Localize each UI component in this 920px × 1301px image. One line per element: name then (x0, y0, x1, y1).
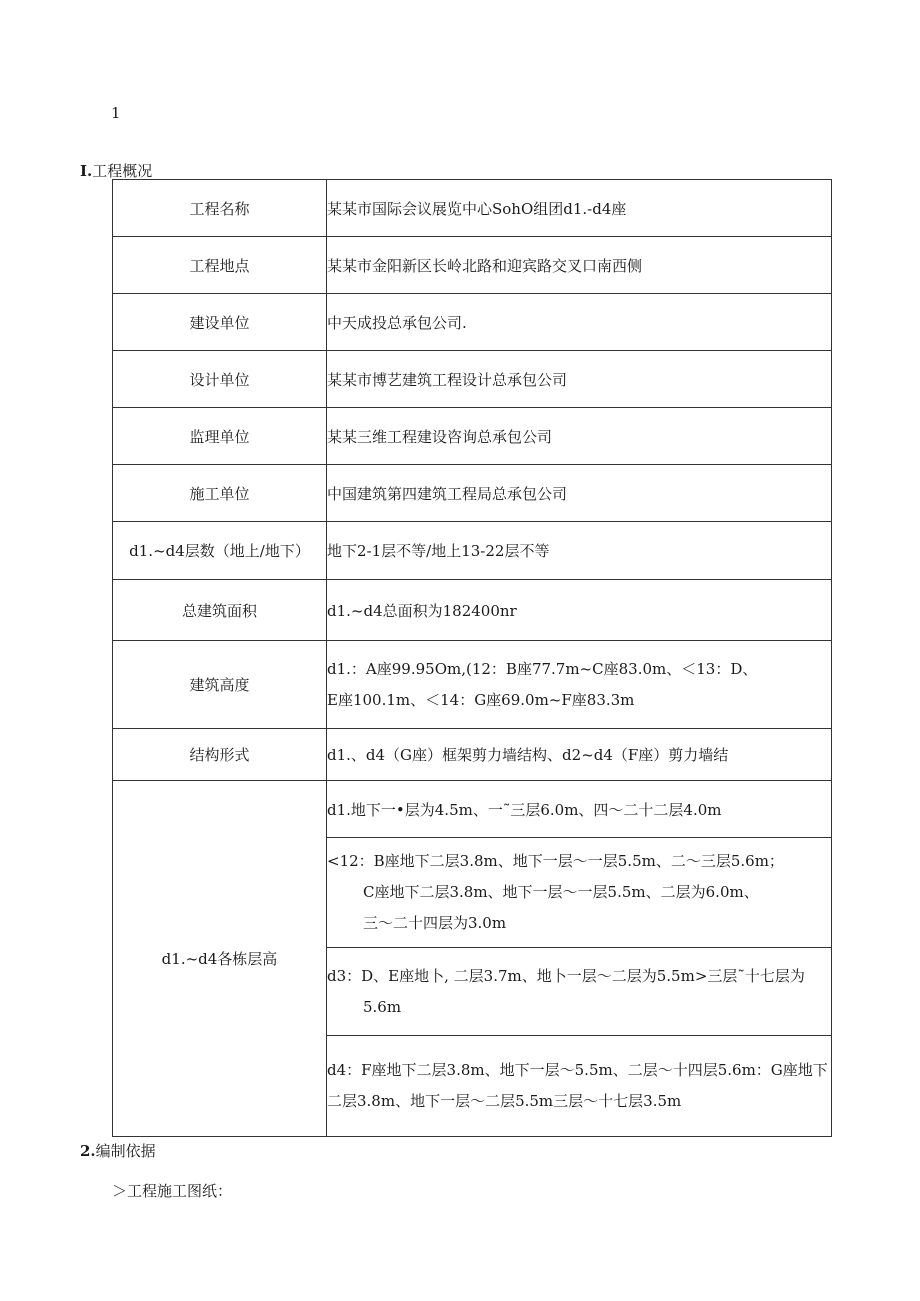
table-row (113, 580, 832, 641)
row-label: 监理单位 (113, 408, 327, 465)
table-row (113, 408, 832, 465)
floor-line: <12：B座地下二层3.8m、地下一层～一层5.5m、二～三层5.6m； (327, 852, 784, 870)
floor-line: 二层3.8m、地下一层～二层5.5m三层～十七层3.5m (327, 1092, 682, 1110)
page-number: 1 (111, 104, 121, 122)
row-value: 某某市金阳新区长岭北路和迎宾路交叉口南西侧 (327, 237, 832, 294)
row-value: 某某市博艺建筑工程设计总承包公司 (327, 351, 832, 408)
row-label: 建筑高度 (113, 641, 327, 729)
project-overview-table (112, 179, 832, 1137)
row-label: 工程地点 (113, 237, 327, 294)
section-title: 编制依据 (95, 1142, 156, 1160)
table-row (113, 522, 832, 580)
floor-line: 5.6m (363, 997, 402, 1016)
row-value: d1.、d4（G座）框架剪力墙结构、d2~d4（F座）剪力墙结 (327, 729, 832, 781)
floor-line: d4：F座地下二层3.8m、地下一层～5.5m、二层～十四层5.6m：G座地下 (327, 1061, 828, 1079)
section-number: 2. (80, 1142, 96, 1160)
row-label: 建设单位 (113, 294, 327, 351)
section-title: 工程概况 (92, 162, 153, 180)
row-label: 总建筑面积 (113, 580, 327, 641)
height-line: d1.：A座99.95Om,(12：B座77.7m~C座83.0m、＜13：D、 (327, 659, 758, 678)
floor-line: C座地下二层3.8m、地下一层～一层5.5m、二层为6.0m、 (363, 883, 759, 901)
table-row (113, 294, 832, 351)
row-label: d1.~d4层数（地上/地下） (113, 522, 327, 580)
row-value: d1.~d4总面积为182400nr (327, 580, 832, 641)
bullet-item: ＞工程施工图纸： (112, 1182, 233, 1200)
row-value: 某某市国际会议展览中心SohO组团d1.-d4座 (327, 180, 832, 237)
table-row (113, 641, 832, 729)
floor-line: 三～二十四层为3.0m (363, 914, 507, 932)
table-row (113, 729, 832, 781)
row-label: 设计单位 (113, 351, 327, 408)
row-value: 中天成投总承包公司. (327, 294, 832, 351)
section-heading-basis (80, 1140, 156, 1161)
section-number: I. (80, 162, 93, 180)
floor-height-d2 (327, 838, 832, 948)
row-value: 中国建筑第四建筑工程局总承包公司 (327, 465, 832, 522)
table-row (113, 237, 832, 294)
table-row (113, 781, 832, 838)
row-value (327, 641, 832, 729)
table-row (113, 465, 832, 522)
height-line: E座100.1m、＜14：G座69.0m~F座83.3m (327, 690, 635, 709)
floor-height-d1: d1.地下一•层为4.5m、一˜三层6.0m、四～二十二层4.0m (327, 781, 832, 838)
row-value: 某某三维工程建设咨询总承包公司 (327, 408, 832, 465)
row-label: 施工单位 (113, 465, 327, 522)
row-label: 结构形式 (113, 729, 327, 781)
floor-line: d3：D、E座地卜, 二层3.7m、地卜一层～二层为5.5m>三层˜十七层为 (327, 966, 805, 985)
section-heading-overview (80, 160, 152, 181)
table-row (113, 351, 832, 408)
row-value: 地下2-1层不等/地上13-22层不等 (327, 522, 832, 580)
row-label: 工程名称 (113, 180, 327, 237)
row-label: d1.~d4各栋层高 (113, 781, 327, 1137)
floor-height-d3 (327, 948, 832, 1036)
table-row (113, 180, 832, 237)
floor-height-d4 (327, 1036, 832, 1137)
